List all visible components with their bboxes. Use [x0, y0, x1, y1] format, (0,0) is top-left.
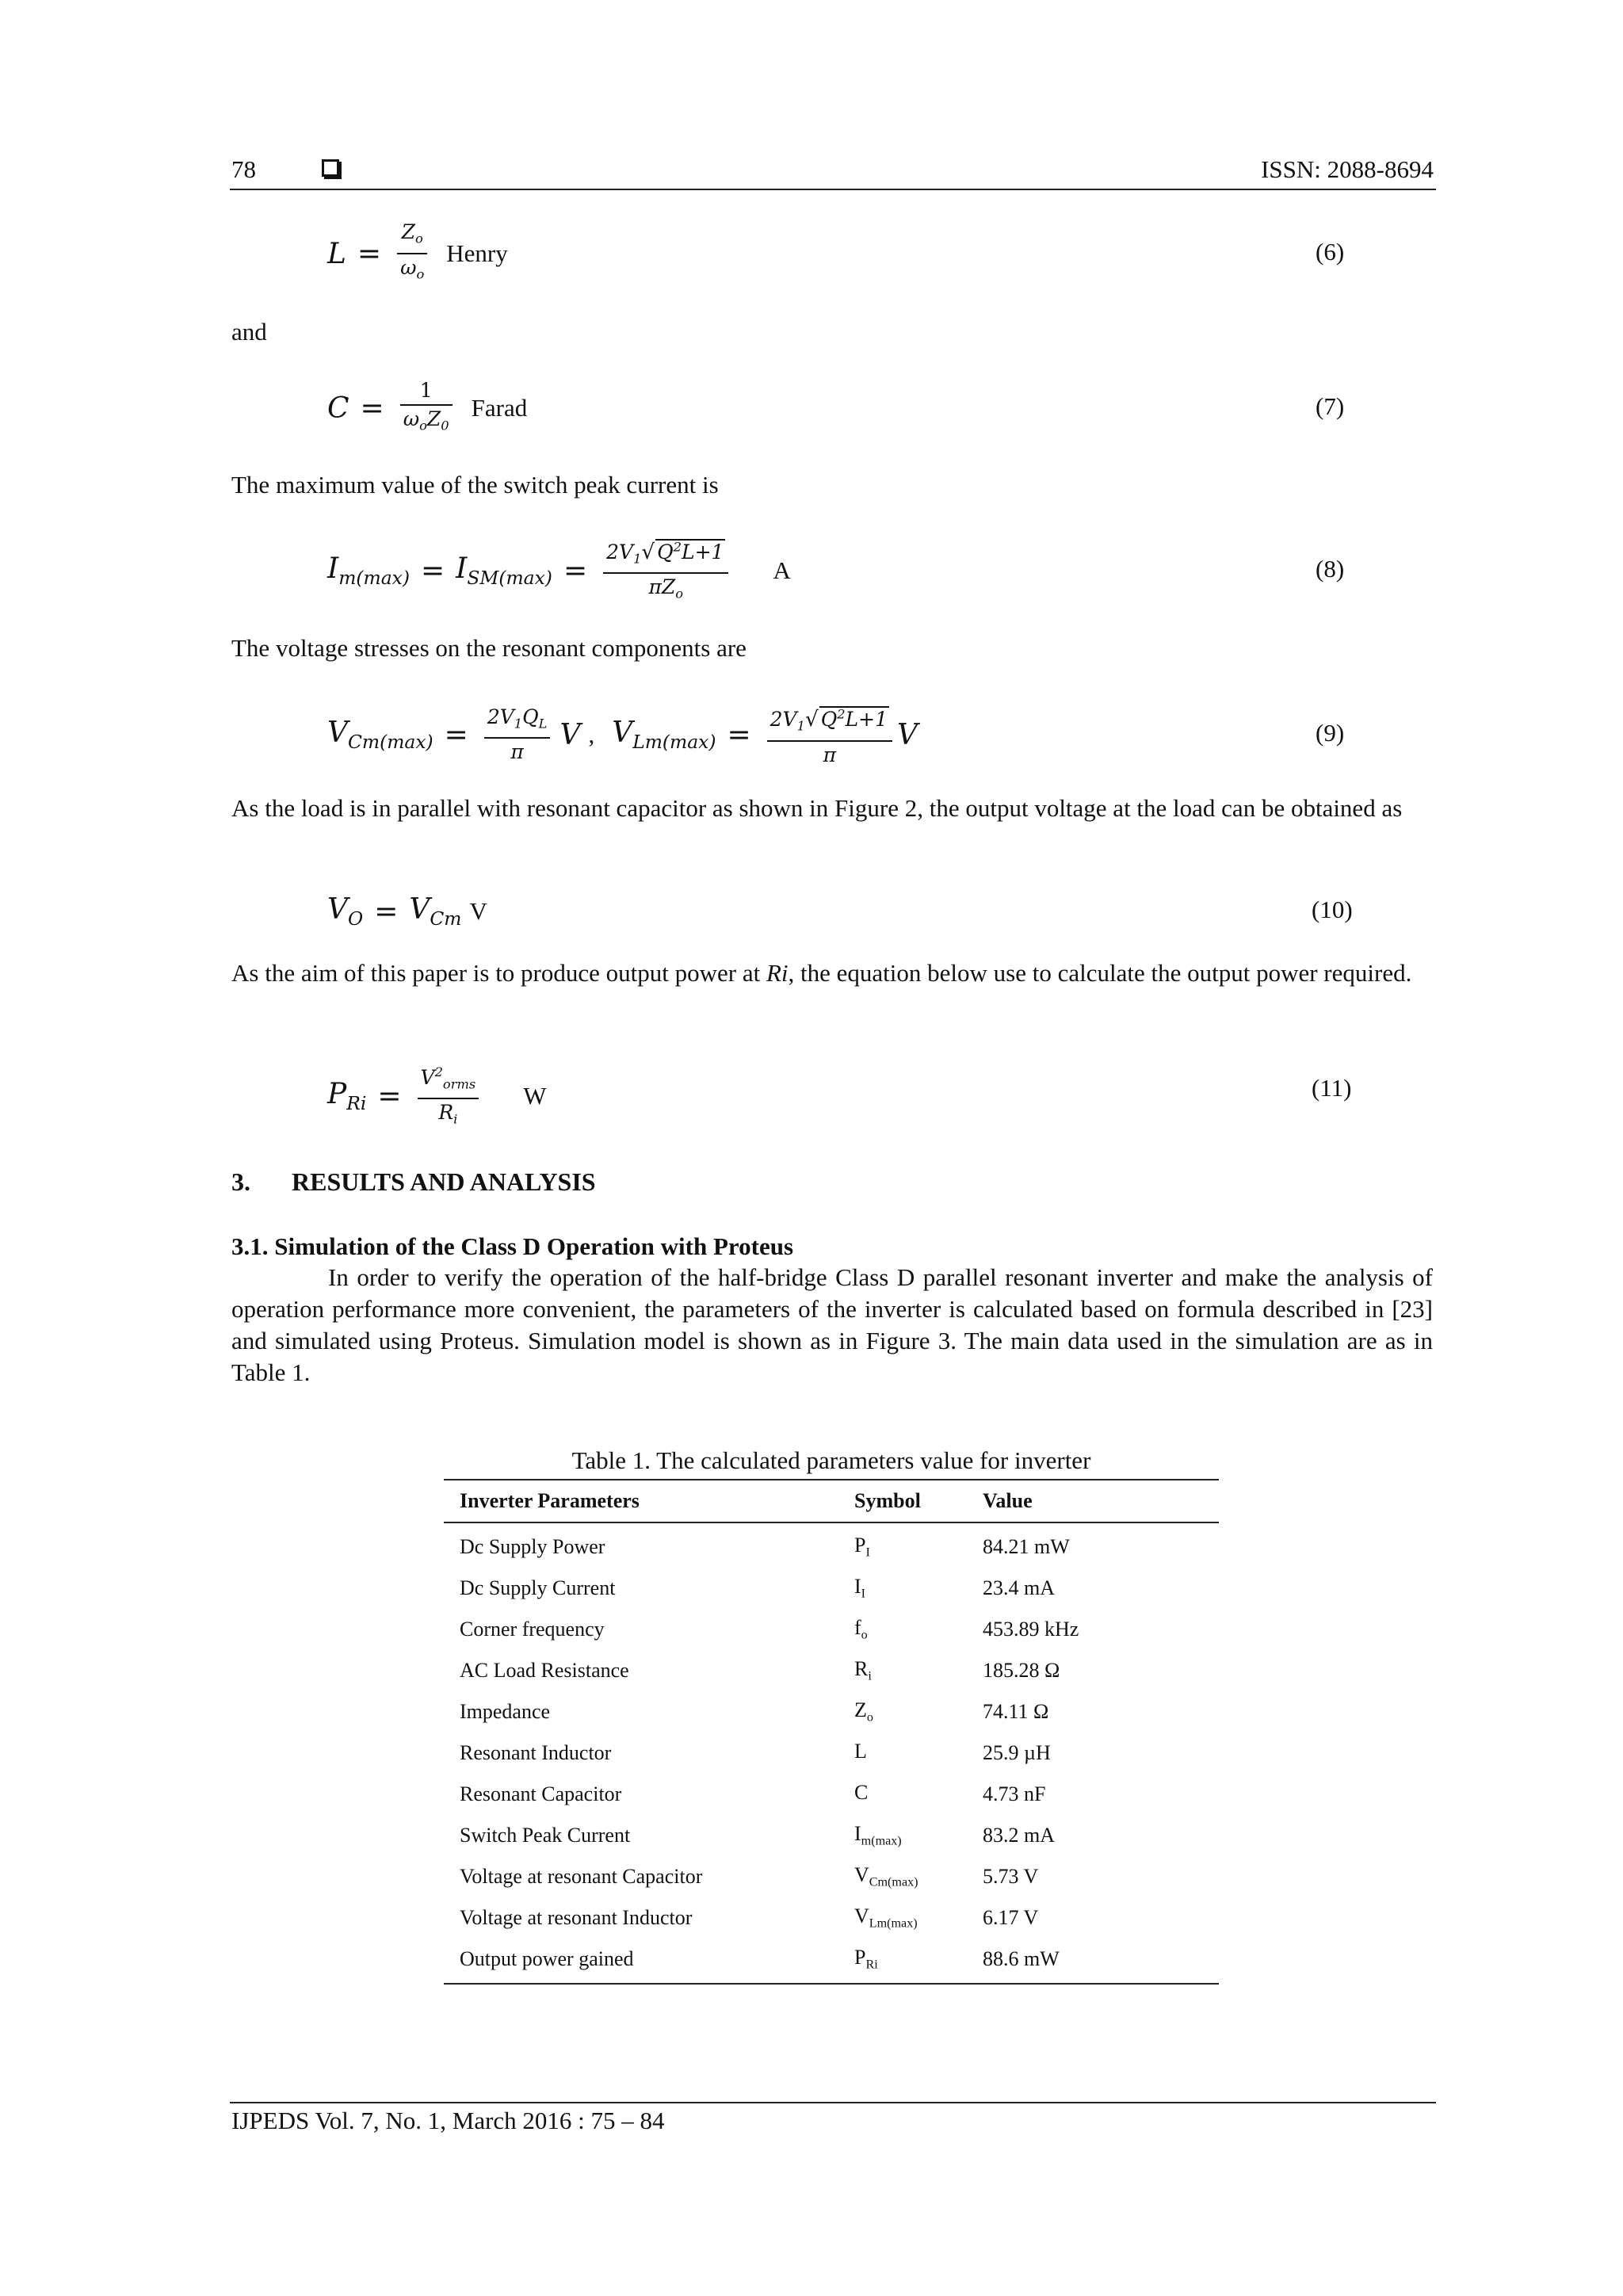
value-cell: 4.73 nF [983, 1782, 1046, 1805]
equation-11: $P_{Ri}$ = $\frac{V^2_{orms}}{R_i}$ W [327, 1064, 547, 1128]
equation-number: (7) [1316, 392, 1345, 420]
parameter-cell: Impedance [460, 1700, 551, 1723]
table-row [444, 1733, 1219, 1774]
symbol-cell: C [854, 1781, 869, 1805]
equation-number: (10) [1312, 896, 1353, 923]
equation-number: (6) [1316, 238, 1345, 266]
table-header-row [444, 1480, 1219, 1522]
equation-9: $V_{Cm(max)}$ = $\frac{2V_1Q_L}{\pi}$ V , $V_{Lm(max)}$ = $\frac{2V_1√ Q^2L+1}{\pi}$ V [327, 705, 918, 766]
subsection-heading: 3.1. Simulation of the Class D Operation with Proteus [231, 1232, 794, 1260]
value-cell: 83.2 mA [983, 1824, 1055, 1847]
column-header: Symbol [854, 1489, 921, 1512]
value-cell: 5.73 V [983, 1865, 1039, 1888]
section-heading: 3. RESULTS AND ANALYSIS [231, 1167, 596, 1196]
table-row [444, 1774, 1219, 1815]
table-row [444, 1897, 1219, 1939]
value-cell: 88.6 mW [983, 1947, 1060, 1970]
parameter-cell: AC Load Resistance [460, 1659, 629, 1682]
symbol-cell: $I_{m(max)}$ [854, 1822, 902, 1848]
value-cell: 74.11 Ω [983, 1700, 1049, 1723]
parameter-cell: Voltage at resonant Inductor [460, 1906, 693, 1929]
table-row [444, 1691, 1219, 1733]
equation-7: C = $\frac{1}{\omega_oZ_0}$ Farad [327, 378, 528, 434]
paragraph: As the aim of this paper is to produce output power at Ri, the equation below use to calculate the output power required. [231, 959, 1412, 987]
table-row [444, 1856, 1219, 1897]
issn: ISSN: 2088-8694 [1261, 155, 1434, 183]
value-cell: 185.28 Ω [983, 1659, 1060, 1682]
column-header: Value [983, 1489, 1033, 1512]
parameter-cell: Switch Peak Current [460, 1824, 631, 1847]
parameter-cell: Resonant Inductor [460, 1741, 612, 1764]
parameter-cell: Dc Supply Power [460, 1535, 605, 1558]
parameter-cell: Output power gained [460, 1947, 634, 1970]
equation-10: $V_O$ = $V_{Cm}$ V [327, 892, 487, 930]
parameters-table [444, 1480, 1219, 1985]
box-bullet-icon [322, 159, 339, 177]
footer-citation: IJPEDS Vol. 7, No. 1, March 2016 : 75 – 84 [231, 2107, 665, 2134]
table-row [444, 1526, 1219, 1568]
symbol-cell: $P_I$ [854, 1534, 870, 1560]
table-row [444, 1815, 1219, 1856]
symbol-cell: L [854, 1740, 867, 1763]
symbol-cell: $R_i$ [854, 1657, 872, 1683]
symbol-cell: $f_o$ [854, 1616, 868, 1642]
paragraph: The maximum value of the switch peak current is [231, 471, 719, 499]
table-row [444, 1939, 1219, 1980]
parameter-cell: Corner frequency [460, 1618, 605, 1641]
equation-number: (8) [1316, 555, 1345, 583]
table-row [444, 1568, 1219, 1609]
symbol-cell: $I_I$ [854, 1575, 866, 1601]
value-cell: 453.89 kHz [983, 1618, 1079, 1641]
table-row [444, 1609, 1219, 1650]
table-rule [444, 1983, 1219, 1985]
paragraph: As the load is in parallel with resonant capacitor as shown in Figure 2, the output voltage at the load can be obtained as [231, 794, 1403, 822]
symbol-cell: $V_{Cm(max)}$ [854, 1863, 918, 1889]
symbol-cell: $Z_o$ [854, 1698, 873, 1725]
paragraph: The voltage stresses on the resonant components are [231, 634, 747, 662]
symbol-cell: $P_{Ri}$ [854, 1946, 878, 1972]
value-cell: 84.21 mW [983, 1535, 1070, 1558]
value-cell: 25.9 µH [983, 1741, 1051, 1764]
table-row [444, 1650, 1219, 1691]
equation-number: (11) [1312, 1074, 1352, 1102]
table-caption: Table 1. The calculated parameters value for inverter [571, 1446, 1091, 1474]
equation-number: (9) [1316, 719, 1345, 747]
header-rule [230, 189, 1436, 190]
equation-8: $I_{m(max)}$ = $I_{SM(max)}$ = $\frac{2V_1√ Q^2L+1}{\pi Z_o}$ A [327, 538, 791, 602]
column-header: Inverter Parameters [460, 1489, 640, 1512]
symbol-cell: $V_{Lm(max)}$ [854, 1904, 918, 1931]
page-number: 78 [231, 155, 256, 183]
equation-6: L = $\frac{Z_o}{\omega_o}$ Henry [327, 220, 508, 282]
value-cell: 6.17 V [983, 1906, 1039, 1929]
parameter-cell: Dc Supply Current [460, 1576, 616, 1599]
value-cell: 23.4 mA [983, 1576, 1055, 1599]
parameter-cell: Resonant Capacitor [460, 1782, 622, 1805]
paragraph: In order to verify the operation of the half-bridge Class D parallel resonant inverter and make the analysis of operation performance more convenient, the parameters of the inverter is calculated based on formula described in [23] and simulated using Proteus. Simulation model is shown as in Figure 3. The main data used in the simulation are as in Table 1. [231, 1263, 1433, 1386]
connector-text: and [231, 318, 267, 346]
footer-rule [230, 2102, 1436, 2103]
parameter-cell: Voltage at resonant Capacitor [460, 1865, 703, 1888]
